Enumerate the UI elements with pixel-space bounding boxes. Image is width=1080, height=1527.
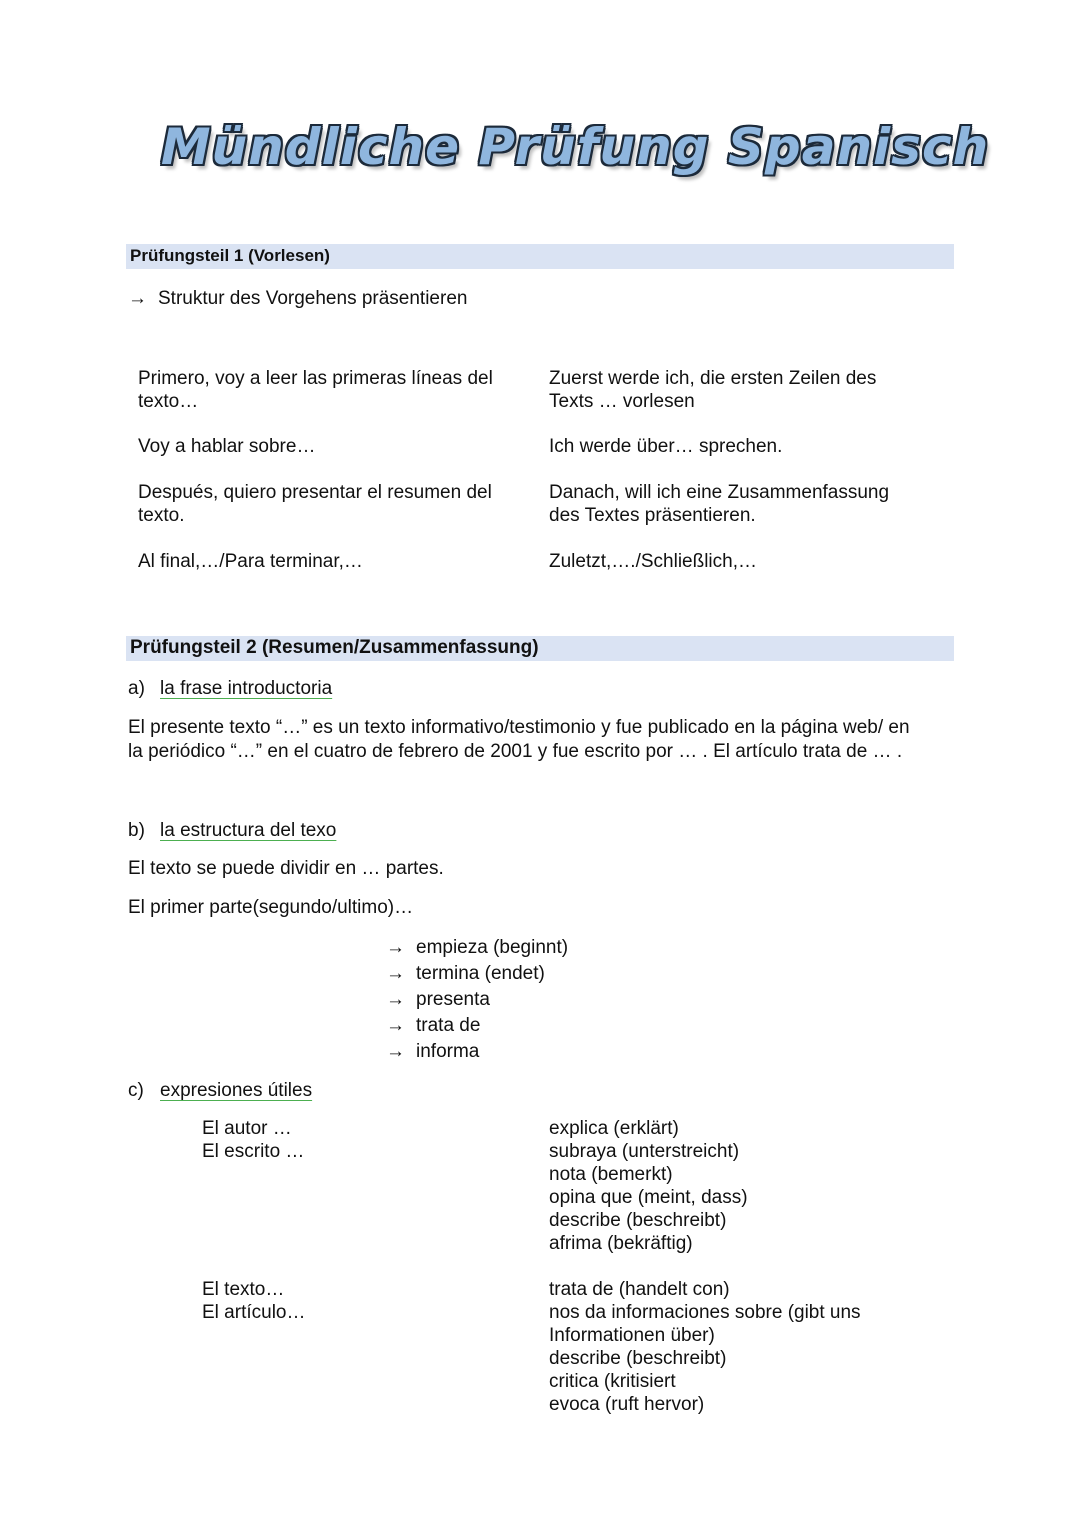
german-phrase-cont: des Textes präsentieren. (549, 505, 756, 526)
list-marker: b) (128, 820, 145, 841)
arrow-right-icon: → (386, 989, 405, 1010)
list-item: afrima (bekräftig) (549, 1233, 693, 1254)
list-item: → termina (endet) (386, 961, 568, 987)
list-item: nos da informaciones sobre (gibt uns (549, 1302, 861, 1323)
section-heading: Prüfungsteil 2 (Resumen/Zusammenfassung) (130, 637, 539, 658)
intro-text: Struktur des Vorgehens präsentieren (158, 288, 468, 309)
list-item: evoca (ruft hervor) (549, 1394, 705, 1415)
list-item: → empieza (beginnt) (386, 935, 568, 961)
list-item: → presenta (386, 987, 568, 1013)
section-heading-bar (126, 244, 954, 269)
german-translation (549, 435, 782, 458)
subsection-a (128, 677, 332, 700)
arrow-right-icon: → (386, 937, 405, 958)
phrase-row (138, 435, 315, 458)
list-item: → trata de (386, 1013, 568, 1039)
subsection-label: expresiones útiles (160, 1080, 313, 1101)
german-phrase-cont: Texts … vorlesen (549, 391, 695, 412)
list-item: Informationen über) (549, 1325, 715, 1346)
list-item: critica (kritisiert (549, 1371, 676, 1392)
spanish-phrase-cont: texto… (138, 391, 199, 412)
list-item: describe (beschreibt) (549, 1210, 727, 1231)
list-item: trata de (handelt con) (549, 1279, 730, 1300)
section-heading-bar (126, 636, 954, 661)
list-marker: c) (128, 1080, 144, 1101)
subsection-label: la frase introductoria (160, 678, 333, 699)
list-item: El artículo… (202, 1302, 306, 1323)
verb-list (386, 935, 568, 1065)
list-item: explica (erklärt) (549, 1118, 679, 1139)
german-phrase: Zuerst werde ich, die ersten Zeilen des (549, 368, 877, 389)
list-item: subraya (unterstreicht) (549, 1141, 740, 1162)
list-item: nota (bemerkt) (549, 1164, 673, 1185)
page-title: Mündliche Prüfung Spanisch (160, 118, 990, 176)
german-phrase: Danach, will ich eine Zusammenfassung (549, 482, 890, 503)
list-item: describe (beschreibt) (549, 1348, 727, 1369)
subject-list (202, 1117, 304, 1163)
spanish-phrase: Después, quiero presentar el resumen del (138, 482, 492, 503)
paragraph-line: El texto se puede dividir en … partes. (128, 858, 444, 879)
list-item: El escrito … (202, 1141, 305, 1162)
arrow-right-icon: → (386, 1041, 405, 1062)
list-item: El texto… (202, 1279, 285, 1300)
subsection-b (128, 819, 336, 842)
spanish-phrase: Primero, voy a leer las primeras líneas del (138, 368, 493, 389)
list-item: opina que (meint, dass) (549, 1187, 748, 1208)
paragraph-line: la periódico “…” en el cuatro de febrero de 2001 y fue escrito por … . El artículo trata de … . (128, 741, 903, 762)
subject-list (202, 1278, 305, 1324)
paragraph-line: El primer parte(segundo/ultimo)… (128, 897, 414, 918)
german-translation (549, 550, 757, 573)
arrow-right-icon: → (128, 288, 147, 309)
arrow-right-icon: → (386, 963, 405, 984)
paragraph-line: El presente texto “…” es un texto informativo/testimonio y fue publicado en la página web/ en (128, 717, 910, 738)
german-phrase: Zuletzt,…./Schließlich,… (549, 551, 757, 572)
phrase-row (138, 481, 492, 527)
verb-list (549, 1278, 861, 1416)
subsection-c (128, 1079, 312, 1102)
spanish-phrase: Al final,…/Para terminar,… (138, 551, 363, 572)
subsection-label: la estructura del texo (160, 820, 337, 841)
list-marker: a) (128, 678, 145, 699)
german-phrase: Ich werde über… sprechen. (549, 436, 783, 457)
spanish-phrase-cont: texto. (138, 505, 185, 526)
intro-line (128, 287, 467, 310)
section-heading: Prüfungsteil 1 (Vorlesen) (130, 246, 330, 265)
list-item: → informa (386, 1039, 568, 1065)
phrase-row (138, 367, 493, 413)
verb-list (549, 1117, 748, 1255)
arrow-right-icon: → (386, 1015, 405, 1036)
german-translation (549, 367, 876, 413)
german-translation (549, 481, 889, 527)
phrase-row (138, 550, 363, 573)
spanish-phrase: Voy a hablar sobre… (138, 436, 316, 457)
list-item: El autor … (202, 1118, 292, 1139)
